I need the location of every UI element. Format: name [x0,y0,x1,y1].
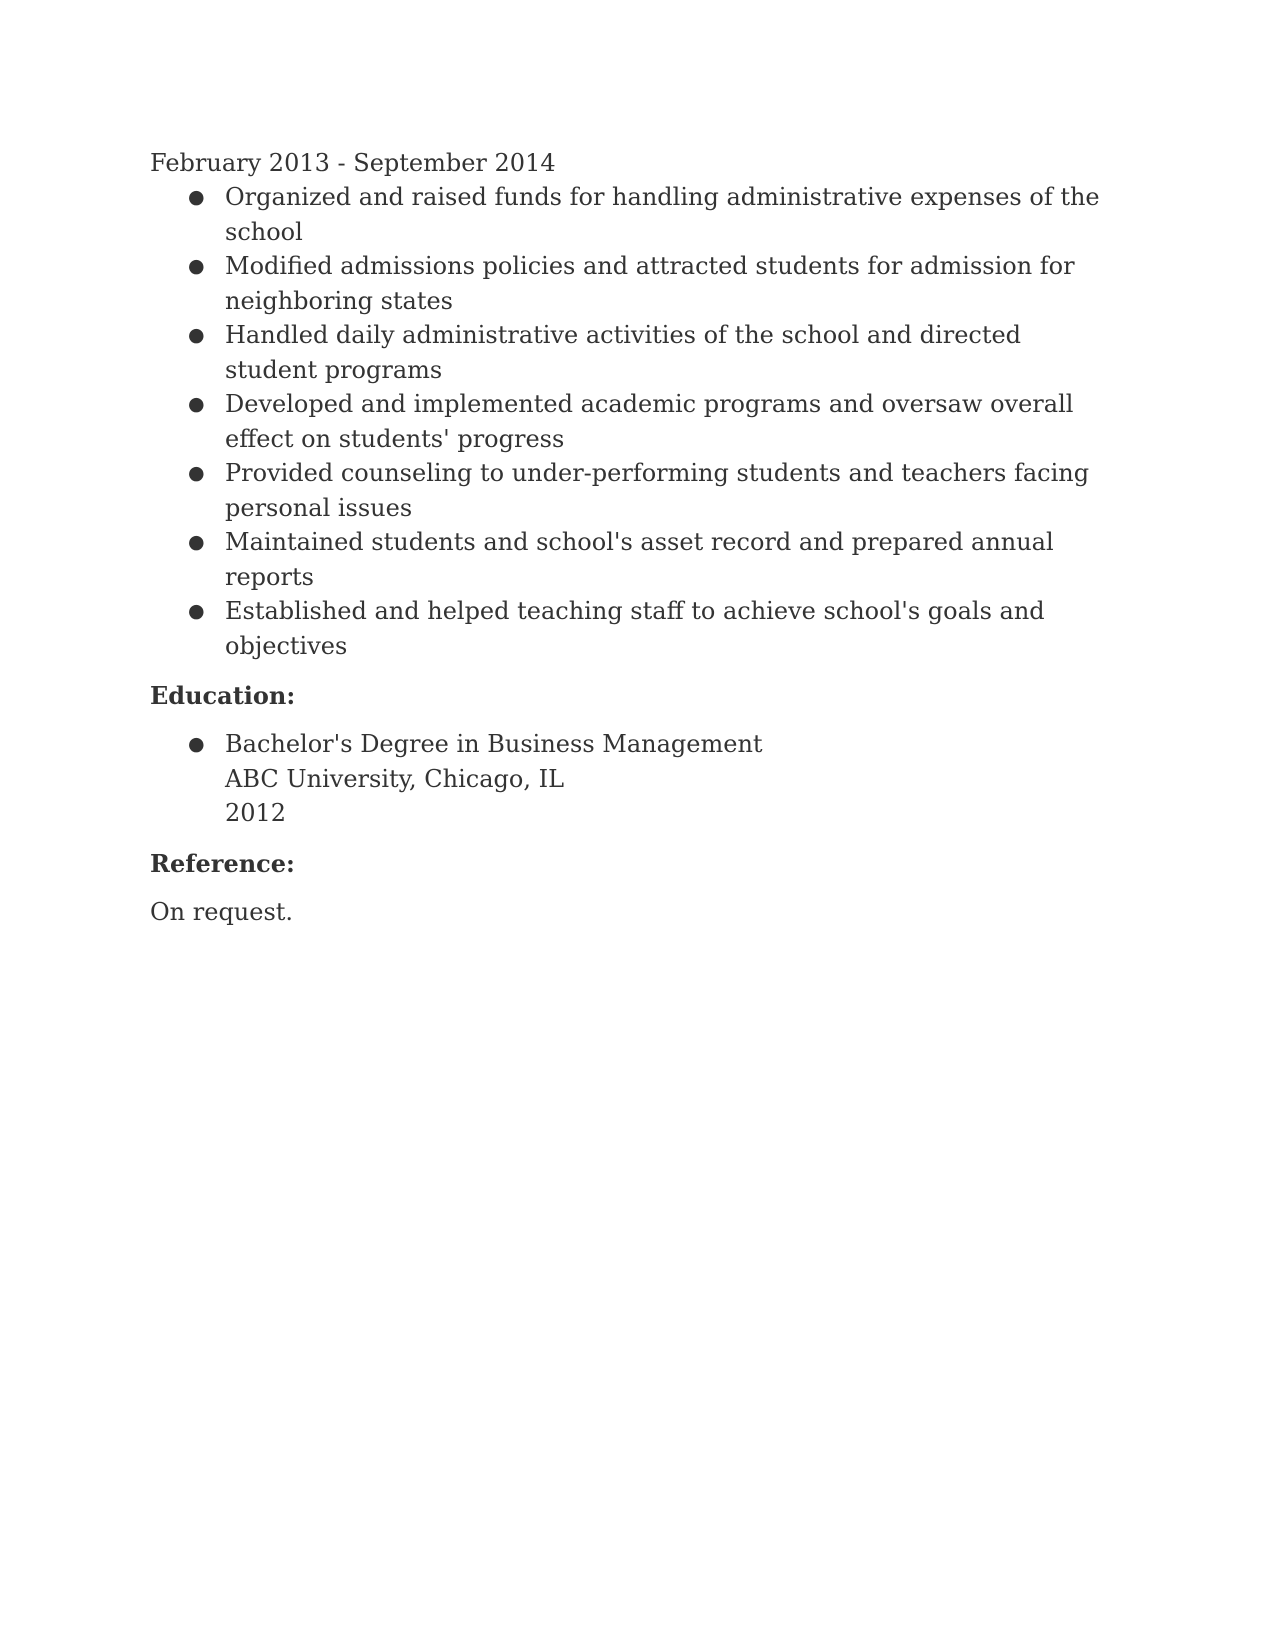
reference-heading: Reference: [150,848,295,878]
list-item-text: Organized and raised funds for handling administrative expenses of the school [225,183,1100,246]
list-item [150,594,1110,663]
list-item [150,456,1110,525]
resume-page [150,146,1110,929]
bullet-icon: ● [188,462,205,484]
bullet-icon: ● [188,324,205,346]
reference-text: On request. [150,897,294,926]
bullet-icon: ● [188,255,205,277]
experience-bullet-list [150,180,1110,663]
list-item [150,387,1110,456]
education-list [150,727,1110,831]
list-item-text: Established and helped teaching staff to achieve school's goals and objectives [225,597,1045,660]
bullet-icon: ● [188,186,205,208]
list-item-text: Modified admissions policies and attracted students for admission for neighboring states [225,252,1075,315]
list-item [150,318,1110,387]
bullet-icon: ● [188,600,205,622]
list-item [150,525,1110,594]
education-entry [150,727,1110,831]
bullet-icon: ● [188,531,205,553]
bullet-icon: ● [188,393,205,415]
experience-date-range: February 2013 - September 2014 [150,149,556,177]
education-degree: Bachelor's Degree in Business Management [225,730,763,758]
list-item-text: Maintained students and school's asset record and prepared annual reports [225,528,1054,591]
list-item-text: Provided counseling to under-performing students and teachers facing personal issues [225,459,1090,522]
education-school: ABC University, Chicago, IL [225,764,564,793]
bullet-icon: ● [188,733,205,755]
list-item [150,249,1110,318]
list-item [150,180,1110,249]
education-year: 2012 [225,799,287,827]
education-heading: Education: [150,681,296,710]
list-item-text: Handled daily administrative activities of the school and directed student programs [225,321,1022,384]
list-item-text: Developed and implemented academic programs and oversaw overall effect on students' progress [225,390,1074,453]
